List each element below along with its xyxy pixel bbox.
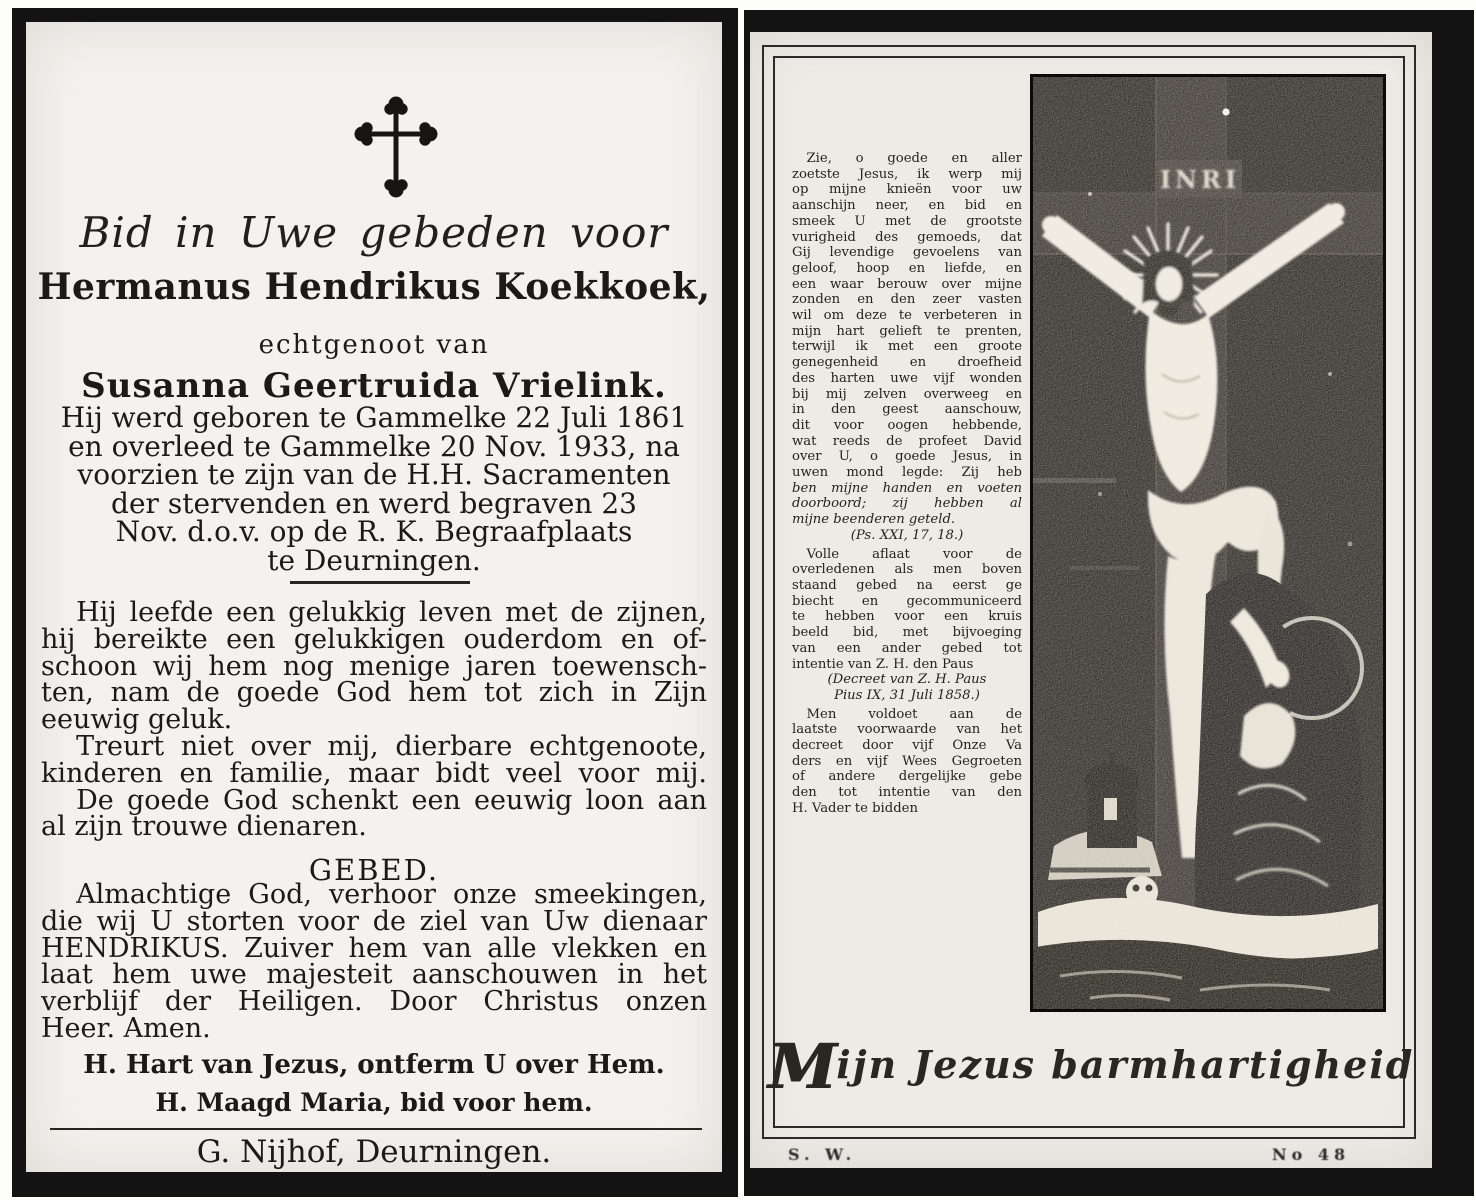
text-line: Hij werd geboren te Gammelke 22 Juli 1861 [60,401,688,434]
text-line: ten, nam de goede God hem tot zich in Zijn [41,677,707,709]
text-line: overledenen als men boven [792,562,1022,578]
footer-rule [50,1128,702,1130]
text-line: den tot intentie van den [792,785,1022,801]
text-line: over U, o goede Jesus, in [792,449,1022,465]
deceased-name: Hermanus Hendrikus Koekkoek, [37,266,711,308]
text-line: Pius IX, 31 Juli 1858.) [834,687,980,703]
right-page-scan-border [744,10,1474,1196]
text-line: Heer. Amen. [41,1012,211,1044]
text-line: intentie van Z. H. den Paus [792,656,974,672]
eulogy-block [41,597,707,843]
text-line: zonden en den zeer vasten [792,292,1022,308]
text-line: verblijf der Heiligen. Door Christus onzen [41,986,707,1018]
text-line: geloof, hoop en liefde, en [792,260,1022,276]
text-line: beeld bid, met bijvoeging [792,625,1022,641]
text-line: ders en vijf Wees Gegroeten [792,753,1022,769]
cross-botonee-icon [336,94,456,199]
text-line: Men voldoet aan de [806,706,1022,722]
text-line: wat reeds de profeet David [792,433,1022,449]
spouse-name: Susanna Geertruida Vrielink. [81,366,667,406]
text-line: kinderen en familie, maar bidt veel voor mij. [41,757,707,789]
text-line: of andere dergelijke gebe [792,769,1022,785]
mercy-motto [750,1030,1432,1103]
text-line: laat hem uwe majesteit aanschouwen in het [41,959,707,991]
text-line: op mijne knieën voor uw [792,182,1022,198]
left-card [26,22,722,1172]
text-line: decreet door vijf Onze Va [792,738,1022,754]
text-line: in den geest aanschouw, [792,402,1022,418]
text-line: aanschijn neer, en bid en [792,198,1022,214]
text-line: al zijn trouwe dienaren. [41,811,367,843]
text-line: Hij leefde een gelukkig leven met de zijnen, [76,597,707,628]
text-line: terwijl ik met een groote [792,339,1022,355]
text-line: HENDRIKUS. Zuiver hem van alle vlekken en [41,932,707,964]
text-line: wil om deze te verbeteren in [792,308,1022,324]
invocation-virgin-mary: H. Maagd Maria, bid voor hem. [155,1088,593,1117]
text-line: vurigheid des gemoeds, dat [792,229,1022,245]
text-line: Zie, o goede en aller [806,151,1022,166]
left-page-scan-border [12,8,738,1197]
text-line: doorboord; zij hebben al [792,496,1022,512]
text-line: zoetste Jesus, ik werp mij [792,166,1022,182]
right-card [750,32,1432,1168]
text-line: die wij U storten voor de ziel van Uw dienaar [41,905,707,937]
text-line: voorzien te zijn van de H.H. Sacramenten [77,458,671,491]
text-line: eeuwig geluk. [41,704,233,736]
ornate-initial: M [767,1030,837,1103]
prayer-block [41,879,707,1044]
text-line: Treurt niet over mij, dierbare echtgenoote, [76,730,707,762]
text-line: genegenheid en droefheid [792,355,1022,371]
text-line: en overleed te Gammelke 20 Nov. 1933, na [68,429,680,463]
text-line: De goede God schenkt een eeuwig loon aan [76,784,707,816]
text-line: mijne beenderen geteld. [792,512,956,528]
publisher-initials: S. W. [788,1145,857,1164]
text-line: (Decreet van Z. H. Paus [827,672,987,688]
text-line: van een ander gebed tot [792,640,1022,656]
text-line: mijn hart gelieft te prenten, [792,323,1022,339]
card-number: No 48 [1272,1145,1351,1164]
crucifixion-image [1030,74,1386,1012]
text-line: smeek U met de grootste [792,213,1022,229]
text-line: te Deurningen. [267,543,481,577]
text-line: H. Vader te bidden [792,800,918,816]
text-line: schoon wij hem nog menige jaren toewensch- [41,650,707,682]
text-line: der stervenden en werd begraven 23 [111,486,637,520]
text-line: Nov. d.o.v. op de R. K. Begraafplaats [115,515,633,548]
text-line: biecht en gecommuniceerd [792,593,1022,609]
text-line: dit voor oogen hebbende, [792,417,1022,433]
relation-label: echtgenoot van [258,330,490,360]
text-line: een waar berouw over mijne [792,276,1022,292]
text-line: Gij levendige gevoelens van [792,245,1022,261]
text-line: hij bereikte een gelukkigen ouderdom en of- [41,623,707,655]
text-line: staand gebed na eerst ge [792,577,1022,593]
invocation-sacred-heart: H. Hart van Jezus, ontferm U over Hem. [83,1050,665,1080]
motto-text: ijn Jezus barmhartigheid [836,1042,1415,1087]
prayer-heading: GEBED. [308,853,440,887]
text-line: des harten uwe vijf wonden [792,370,1022,386]
printer-imprint: G. Nijhof, Deurningen. [196,1134,552,1170]
divider-rule [290,581,470,584]
text-line: laatste voorwaarde van het [792,722,1022,738]
text-line: Volle aflaat voor de [806,546,1022,562]
indulgence-prayer-column [792,148,1022,817]
text-line: te hebben voor een kruis [792,609,1022,625]
text-line: uwen mond legde: Zij heb [792,465,1022,481]
text-line: ben mijne handen en voeten [792,480,1022,496]
text-line: bij mij zelven overweeg en [792,386,1022,402]
text-line: (Ps. XXI, 17, 18.) [850,527,964,543]
memorial-title: Bid in Uwe gebeden voor [79,208,669,257]
biography-block [26,401,722,577]
text-line: Almachtige God, verhoor onze smeekingen, [76,879,707,910]
